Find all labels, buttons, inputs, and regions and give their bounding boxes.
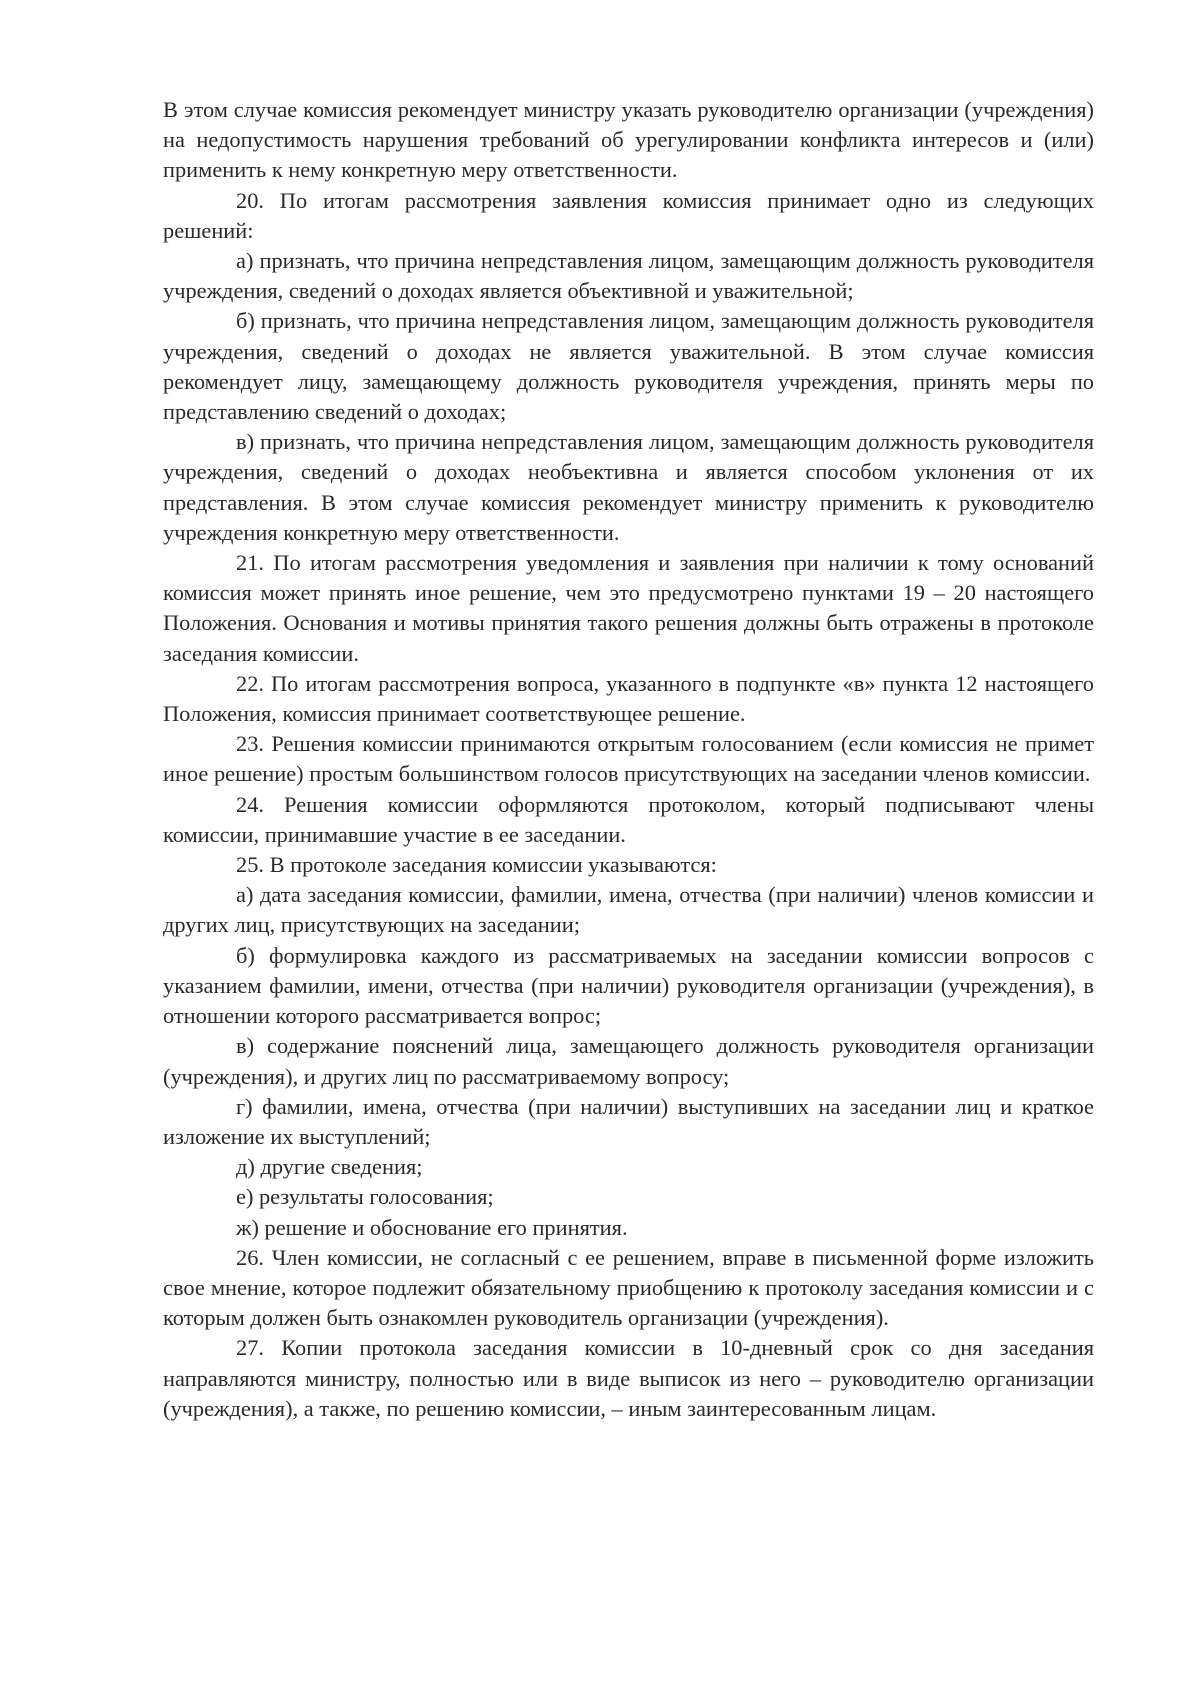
paragraph-22: 22. По итогам рассмотрения вопроса, указанного в подпункте «в» пункта 12 настоящего Положения, комиссия принимает соответствующее решение. bbox=[163, 670, 1094, 727]
paragraph-25: 25. В протоколе заседания комиссии указываются: bbox=[236, 852, 717, 878]
paragraph-26: 26. Член комиссии, не согласный с ее решением, вправе в письменной форме изложить свое мнение, которое подлежит обязательному приобщению к протоколу заседания комиссии и с которым должен быть ознакомлен руководитель организации (учреждения). bbox=[163, 1244, 1094, 1331]
paragraph-25-e: е) результаты голосования; bbox=[236, 1184, 494, 1210]
document-body bbox=[163, 95, 1094, 1424]
paragraph-25-zh: ж) решение и обоснование его принятия. bbox=[236, 1214, 628, 1240]
paragraph-20-b: б) признать, что причина непредставления лицом, замещающим должность руководителя учреждения, сведений о доходах не является уважительной. В этом случае комиссия рекомендует лицу, замещающему должность руководителя учреждения, принять меры по представлению сведений о доходах; bbox=[163, 308, 1094, 425]
paragraph-25-a: а) дата заседания комиссии, фамилии, имена, отчества (при наличии) членов комиссии и других лиц, присутствующих на заседании; bbox=[163, 882, 1094, 938]
paragraph-24: 24. Решения комиссии оформляются протоколом, который подписывают члены комиссии, принимавшие участие в ее заседании. bbox=[163, 791, 1094, 847]
paragraph-27: 27. Копии протокола заседания комиссии в 10-дневный срок со дня заседания направляются министру, полностью или в виде выписок из него – руководителю организации (учреждения), а также, по решению комиссии, – иным заинтересованным лицам. bbox=[163, 1335, 1094, 1421]
paragraph-23: 23. Решения комиссии принимаются открытым голосованием (если комиссия не примет иное решение) простым большинством голосов присутствующих на заседании членов комиссии. bbox=[163, 731, 1094, 787]
paragraph-20: 20. По итогам рассмотрения заявления комиссия принимает одно из следующих решений: bbox=[163, 187, 1094, 243]
paragraph-25-b: б) формулировка каждого из рассматриваемых на заседании комиссии вопросов с указанием фамилии, имени, отчества (при наличии) руководителя организации (учреждения), в отношении которого рассматривается вопрос; bbox=[163, 942, 1094, 1029]
paragraph-25-d: д) другие сведения; bbox=[236, 1154, 423, 1180]
paragraph-25-g: г) фамилии, имена, отчества (при наличии) выступивших на заседании лиц и краткое изложение их выступлений; bbox=[163, 1093, 1094, 1149]
paragraph-25-v: в) содержание пояснений лица, замещающего должность руководителя организации (учреждения), и других лиц по рассматриваемому вопросу; bbox=[163, 1033, 1094, 1089]
paragraph-20-v: в) признать, что причина непредставления лицом, замещающим должность руководителя учреждения, сведений о доходах необъективна и является способом уклонения от их представления. В этом случае комиссия рекомендует министру применить к руководителю учреждения конкретную меру ответственности. bbox=[163, 429, 1094, 545]
paragraph-intro: В этом случае комиссия рекомендует министру указать руководителю организации (учреждения) на недопустимость нарушения требований об урегулировании конфликта интересов и (или) применить к нему конкретную меру ответственности. bbox=[163, 97, 1094, 183]
paragraph-21: 21. По итогам рассмотрения уведомления и заявления при наличии к тому оснований комиссия может принять иное решение, чем это предусмотрено пунктами 19 – 20 настоящего Положения. Основания и мотивы принятия такого решения должны быть отражены в протоколе заседания комиссии. bbox=[163, 550, 1094, 666]
paragraph-20-a: а) признать, что причина непредставления лицом, замещающим должность руководителя учреждения, сведений о доходах является объективной и уважительной; bbox=[163, 248, 1094, 304]
